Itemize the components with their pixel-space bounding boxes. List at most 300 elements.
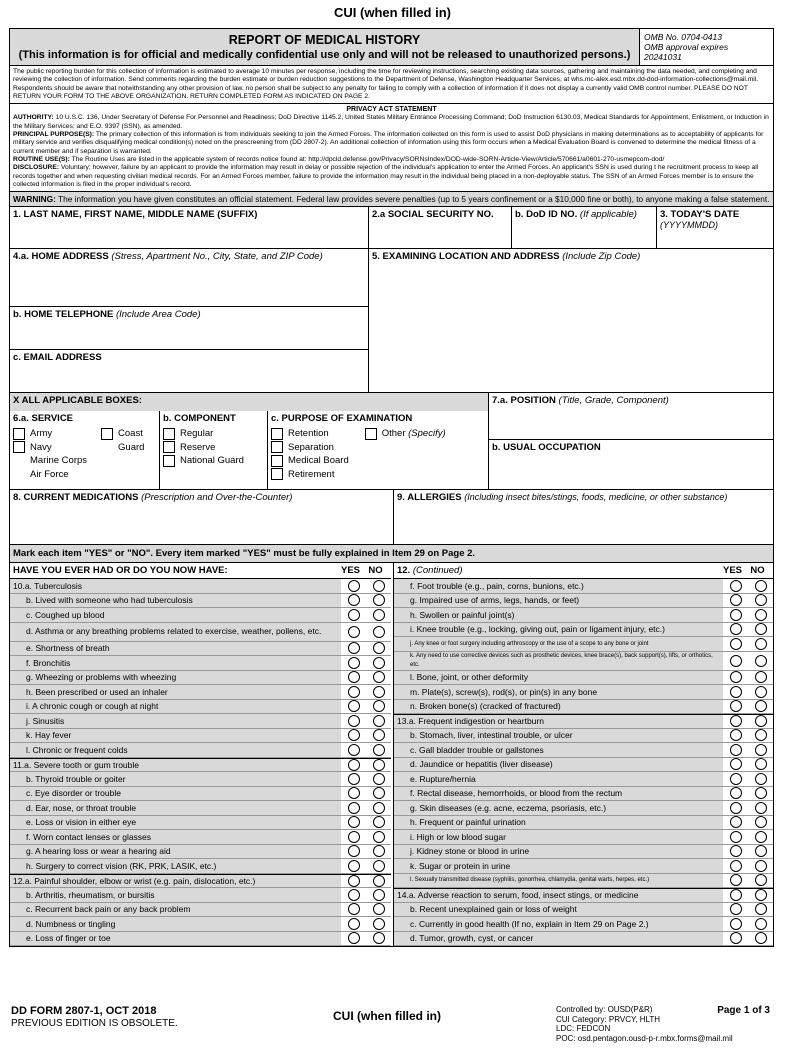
radio-circle-icon[interactable]	[348, 715, 360, 727]
answer-no-radio[interactable]	[366, 714, 391, 728]
checkbox-icon[interactable]	[271, 468, 283, 480]
usual-occupation-field[interactable]: b. USUAL OCCUPATION	[492, 442, 601, 454]
radio-circle-icon[interactable]	[348, 903, 360, 915]
answer-no-radio[interactable]	[748, 594, 773, 608]
radio-circle-icon[interactable]	[730, 874, 742, 886]
radio-circle-icon[interactable]	[373, 657, 385, 669]
question-text: h. Surgery to correct vision (RK, PRK, LASIK, etc.)	[10, 859, 341, 873]
answer-yes-radio[interactable]	[723, 715, 748, 728]
answer-no-radio[interactable]	[366, 759, 391, 772]
radio-circle-icon[interactable]	[348, 642, 360, 654]
answer-yes-radio[interactable]	[341, 700, 366, 714]
answer-yes-radio[interactable]	[723, 743, 748, 757]
answer-yes-radio[interactable]	[341, 801, 366, 815]
checkbox-icon[interactable]	[101, 428, 113, 440]
question-text: h. Frequent or painful urination	[394, 816, 723, 830]
purpose-separation-option[interactable]: Separation	[271, 441, 349, 455]
answer-no-radio[interactable]	[366, 623, 391, 641]
answer-yes-radio[interactable]	[723, 845, 748, 859]
control-block	[556, 1005, 733, 1043]
radio-circle-icon[interactable]	[348, 744, 360, 756]
answer-no-radio[interactable]	[366, 830, 391, 844]
privacy-purpose: PRINCIPAL PURPOSE(S): The primary collection of this information is from individuals seeking to join the Armed Forces. The information collected on this form is used to assist DoD physicians in making determinations as to acceptability of applicants for military service and verifies disqualifying medical condition(s) noted on the prescreening from (DD 2807-2). An additional collection of information using this form occurs when a Medical Evaluation Board is convened to determine the medical fitness of a current member and if separation is warranted.	[13, 131, 764, 155]
answer-no-radio[interactable]	[366, 845, 391, 859]
radio-circle-icon[interactable]	[348, 580, 360, 592]
radio-circle-icon[interactable]	[373, 889, 385, 901]
answer-yes-radio[interactable]	[723, 801, 748, 815]
radio-circle-icon[interactable]	[730, 932, 742, 944]
radio-circle-icon[interactable]	[373, 845, 385, 857]
radio-circle-icon[interactable]	[373, 860, 385, 872]
answer-no-radio[interactable]	[366, 685, 391, 699]
question-row	[10, 903, 391, 918]
answer-yes-radio[interactable]	[341, 671, 366, 685]
answer-no-radio[interactable]	[748, 700, 773, 714]
question-row	[10, 579, 391, 594]
checkbox-icon[interactable]	[163, 441, 175, 453]
answer-no-radio[interactable]	[748, 816, 773, 830]
answer-no-radio[interactable]	[366, 729, 391, 743]
answer-yes-radio[interactable]	[723, 816, 748, 830]
omb-number: OMB No. 0704-0413	[644, 32, 722, 42]
component-regular-option[interactable]: Regular	[163, 427, 264, 441]
answer-no-radio[interactable]	[748, 608, 773, 622]
answer-yes-radio[interactable]	[723, 637, 748, 651]
radio-circle-icon[interactable]	[730, 594, 742, 606]
radio-circle-icon[interactable]	[348, 889, 360, 901]
answer-no-radio[interactable]	[366, 917, 391, 931]
radio-circle-icon[interactable]	[348, 594, 360, 606]
service-army-option[interactable]: Army	[13, 427, 87, 441]
question-row	[10, 874, 391, 889]
answer-no-radio[interactable]	[748, 685, 773, 699]
form-header	[10, 29, 773, 66]
radio-circle-icon[interactable]	[373, 580, 385, 592]
answer-no-radio[interactable]	[748, 874, 773, 888]
radio-circle-icon[interactable]	[348, 860, 360, 872]
answer-no-radio[interactable]	[366, 608, 391, 622]
answer-no-radio[interactable]	[748, 671, 773, 685]
answer-no-radio[interactable]	[366, 816, 391, 830]
radio-circle-icon[interactable]	[348, 932, 360, 944]
radio-circle-icon[interactable]	[755, 671, 767, 683]
service-group	[10, 411, 160, 489]
radio-circle-icon[interactable]	[730, 903, 742, 915]
checkbox-icon[interactable]	[271, 428, 283, 440]
answer-yes-radio[interactable]	[341, 594, 366, 608]
answer-yes-radio[interactable]	[723, 729, 748, 743]
question-row	[394, 714, 773, 729]
checkbox-icon[interactable]	[13, 428, 25, 440]
purpose-label: c. PURPOSE OF EXAMINATION	[271, 413, 413, 425]
question-text: d. Asthma or any breathing problems related to exercise, weather, pollens, etc.	[10, 623, 341, 641]
answer-yes-radio[interactable]	[341, 579, 366, 593]
radio-circle-icon[interactable]	[755, 686, 767, 698]
radio-circle-icon[interactable]	[348, 787, 360, 799]
radio-circle-icon[interactable]	[373, 744, 385, 756]
answer-no-radio[interactable]	[748, 917, 773, 931]
radio-circle-icon[interactable]	[755, 787, 767, 799]
checkbox-icon[interactable]	[271, 455, 283, 467]
radio-circle-icon[interactable]	[730, 623, 742, 635]
purpose-retirement-option[interactable]: Retirement	[271, 468, 349, 482]
radio-circle-icon[interactable]	[730, 918, 742, 930]
question-text: b. Recent unexplained gain or loss of weight	[394, 903, 723, 917]
radio-circle-icon[interactable]	[755, 874, 767, 886]
radio-circle-icon[interactable]	[373, 773, 385, 785]
answer-yes-radio[interactable]	[723, 579, 748, 593]
radio-circle-icon[interactable]	[755, 623, 767, 635]
question-row	[394, 623, 773, 638]
radio-circle-icon[interactable]	[373, 729, 385, 741]
answer-yes-radio[interactable]	[341, 845, 366, 859]
radio-circle-icon[interactable]	[755, 860, 767, 872]
poc: POC: osd.pentagon.ousd-p-r.mbx.forms@mail.mil	[556, 1033, 733, 1043]
answer-no-radio[interactable]	[748, 889, 773, 902]
question-row	[10, 656, 391, 671]
radio-circle-icon[interactable]	[730, 860, 742, 872]
answer-no-radio[interactable]	[748, 932, 773, 946]
answer-yes-radio[interactable]	[723, 932, 748, 946]
current-medications-field[interactable]: 8. CURRENT MEDICATIONS (Prescription and Over-the-Counter)	[10, 490, 394, 544]
checkbox-icon[interactable]	[13, 441, 25, 453]
radio-circle-icon[interactable]	[730, 638, 742, 650]
radio-circle-icon[interactable]	[730, 831, 742, 843]
radio-circle-icon[interactable]	[755, 889, 767, 901]
radio-circle-icon[interactable]	[755, 744, 767, 756]
answer-yes-radio[interactable]	[723, 787, 748, 801]
answer-no-radio[interactable]	[366, 671, 391, 685]
question-row	[10, 623, 391, 642]
radio-circle-icon[interactable]	[373, 594, 385, 606]
answer-no-radio[interactable]	[748, 652, 773, 670]
question-text: l. Sexually transmitted disease (syphilis, gonorrhea, chlamydia, genital warts, herpes, etc.)	[394, 874, 723, 888]
radio-circle-icon[interactable]	[373, 642, 385, 654]
question-row	[10, 830, 391, 845]
answer-no-radio[interactable]	[366, 875, 391, 888]
radio-circle-icon[interactable]	[730, 686, 742, 698]
purpose-group	[268, 411, 488, 489]
answer-yes-radio[interactable]	[341, 608, 366, 622]
answer-no-radio[interactable]	[748, 715, 773, 728]
question-text: c. Recurrent back pain or any back problem	[10, 903, 341, 917]
radio-circle-icon[interactable]	[373, 903, 385, 915]
answer-no-radio[interactable]	[748, 637, 773, 651]
answer-no-radio[interactable]	[366, 772, 391, 786]
questions-left-column	[10, 563, 391, 946]
radio-circle-icon[interactable]	[373, 715, 385, 727]
answer-no-radio[interactable]	[748, 903, 773, 917]
answer-yes-radio[interactable]	[341, 917, 366, 931]
answer-no-radio[interactable]	[366, 859, 391, 873]
radio-circle-icon[interactable]	[730, 715, 742, 727]
burden-statement: The public reporting burden for this collection of information is estimated to average 10 minutes per response, including the time for reviewing instructions, searching existing data sources, gathering and maintaining the data needed, and completing and reviewing the collection of information. Send comments regarding the burden estimate or burden reduction suggestions to the Department of Defense, Washington Headquarter Services, at whs.mc-alex.esd.mbx.dd-dod-information-collections@mail.mil. Respondents should be aware that notwithstanding any other provision of law, no person shall be subject to any penalty for failing to comply with a collection of information if it does not display a currently valid OMB control number. PLEASE DO NOT RETURN YOUR FORM TO THE ABOVE ORGANIZATION. RETURN COMPLETED FORM AS INDICATED ON PAGE 2.	[10, 66, 773, 104]
radio-circle-icon[interactable]	[755, 903, 767, 915]
answer-yes-radio[interactable]	[341, 787, 366, 801]
answer-no-radio[interactable]	[748, 623, 773, 637]
radio-circle-icon[interactable]	[755, 729, 767, 741]
answer-yes-radio[interactable]	[723, 889, 748, 902]
radio-circle-icon[interactable]	[348, 671, 360, 683]
component-reserve-option[interactable]: Reserve	[163, 441, 264, 455]
answer-no-radio[interactable]	[366, 642, 391, 656]
radio-circle-icon[interactable]	[755, 655, 767, 667]
answer-no-radio[interactable]	[748, 830, 773, 844]
radio-circle-icon[interactable]	[373, 609, 385, 621]
purpose-other-option[interactable]: Other (Specify)	[365, 427, 446, 441]
question-row	[10, 932, 391, 947]
question-text: e. Shortness of breath	[10, 642, 341, 656]
question-text: c. Eye disorder or trouble	[10, 787, 341, 801]
radio-circle-icon[interactable]	[348, 773, 360, 785]
radio-circle-icon[interactable]	[755, 845, 767, 857]
radio-circle-icon[interactable]	[730, 845, 742, 857]
answer-no-radio[interactable]	[748, 772, 773, 786]
radio-circle-icon[interactable]	[373, 816, 385, 828]
radio-circle-icon[interactable]	[348, 657, 360, 669]
radio-circle-icon[interactable]	[373, 932, 385, 944]
answer-yes-radio[interactable]	[723, 903, 748, 917]
radio-circle-icon[interactable]	[730, 671, 742, 683]
service-marines-option[interactable]: Marine Corps	[30, 455, 88, 467]
question-text: g. Skin diseases (e.g. acne, eczema, psoriasis, etc.)	[394, 801, 723, 815]
answer-yes-radio[interactable]	[723, 700, 748, 714]
questions-right-column	[393, 563, 773, 946]
radio-circle-icon[interactable]	[730, 787, 742, 799]
ldc: LDC: FEDCON	[556, 1024, 611, 1033]
form-number: DD FORM 2807-1, OCT 2018	[11, 1005, 157, 1017]
answer-no-radio[interactable]	[748, 729, 773, 743]
answer-yes-radio[interactable]	[723, 917, 748, 931]
checkbox-icon[interactable]	[365, 428, 377, 440]
radio-circle-icon[interactable]	[730, 802, 742, 814]
question-text: h. Swollen or painful joint(s)	[394, 608, 723, 622]
radio-circle-icon[interactable]	[730, 580, 742, 592]
radio-circle-icon[interactable]	[755, 932, 767, 944]
home-telephone-field[interactable]: b. HOME TELEPHONE (Include Area Code)	[10, 307, 368, 350]
radio-circle-icon[interactable]	[730, 744, 742, 756]
answer-no-radio[interactable]	[748, 579, 773, 593]
question-row	[10, 743, 391, 758]
answer-yes-radio[interactable]	[723, 874, 748, 888]
question-text: f. Foot trouble (e.g., pain, corns, bunions, etc.)	[394, 579, 723, 593]
checkbox-groups	[10, 411, 488, 489]
answer-yes-radio[interactable]	[341, 623, 366, 641]
home-address-field[interactable]: 4.a. HOME ADDRESS (Stress, Apartment No., City, State, and ZIP Code)	[10, 249, 368, 307]
radio-circle-icon[interactable]	[755, 802, 767, 814]
radio-circle-icon[interactable]	[348, 816, 360, 828]
answer-yes-radio[interactable]	[723, 859, 748, 873]
radio-circle-icon[interactable]	[348, 700, 360, 712]
radio-circle-icon[interactable]	[348, 845, 360, 857]
answer-yes-radio[interactable]	[341, 642, 366, 656]
radio-circle-icon[interactable]	[755, 609, 767, 621]
radio-circle-icon[interactable]	[373, 802, 385, 814]
radio-circle-icon[interactable]	[348, 609, 360, 621]
answer-yes-radio[interactable]	[341, 888, 366, 902]
radio-circle-icon[interactable]	[373, 875, 385, 887]
radio-circle-icon[interactable]	[730, 773, 742, 785]
question-row	[10, 801, 391, 816]
component-guard-option[interactable]: National Guard	[163, 454, 264, 468]
answer-no-radio[interactable]	[748, 787, 773, 801]
radio-circle-icon[interactable]	[348, 729, 360, 741]
answer-yes-radio[interactable]	[723, 652, 748, 670]
radio-circle-icon[interactable]	[755, 773, 767, 785]
answer-no-radio[interactable]	[366, 888, 391, 902]
radio-circle-icon[interactable]	[348, 686, 360, 698]
radio-circle-icon[interactable]	[348, 831, 360, 843]
answer-no-radio[interactable]	[748, 845, 773, 859]
question-row	[10, 714, 391, 729]
answer-yes-radio[interactable]	[341, 859, 366, 873]
answer-no-radio[interactable]	[366, 903, 391, 917]
radio-circle-icon[interactable]	[348, 626, 360, 638]
radio-circle-icon[interactable]	[730, 655, 742, 667]
service-airforce-option[interactable]: Air Force	[30, 468, 69, 480]
answer-yes-radio[interactable]	[341, 816, 366, 830]
answer-no-radio[interactable]	[366, 801, 391, 815]
answer-yes-radio[interactable]	[723, 594, 748, 608]
radio-circle-icon[interactable]	[373, 759, 385, 771]
radio-circle-icon[interactable]	[730, 816, 742, 828]
answer-yes-radio[interactable]	[723, 608, 748, 622]
radio-circle-icon[interactable]	[348, 759, 360, 771]
answer-yes-radio[interactable]	[341, 656, 366, 670]
question-row	[10, 917, 391, 932]
answer-yes-radio[interactable]	[341, 830, 366, 844]
answer-yes-radio[interactable]	[341, 932, 366, 946]
answer-yes-radio[interactable]	[723, 830, 748, 844]
radio-circle-icon[interactable]	[755, 594, 767, 606]
privacy-heading: PRIVACY ACT STATEMENT	[346, 106, 437, 114]
service-navy-option[interactable]: Navy	[13, 441, 87, 455]
radio-circle-icon[interactable]	[373, 918, 385, 930]
radio-circle-icon[interactable]	[755, 758, 767, 770]
radio-circle-icon[interactable]	[755, 715, 767, 727]
omb-expiry-label: OMB approval expires	[644, 42, 729, 52]
answer-no-radio[interactable]	[748, 743, 773, 757]
question-text: k. Any need to use corrective devices such as prosthetic devices, knee brace(s), back support(s), lifts, or orthotics, etc.	[394, 652, 723, 670]
radio-circle-icon[interactable]	[348, 875, 360, 887]
radio-circle-icon[interactable]	[373, 626, 385, 638]
answer-no-radio[interactable]	[366, 932, 391, 946]
service-coastguard-option[interactable]: Coast Guard	[101, 427, 144, 481]
privacy-disclosure: DISCLOSURE: Voluntary; however, failure by an applicant to provide the information may result in delay or possible rejection of the individual's application to enter the Armed Forces. An applicant's SSN is used during t he recruitment process to keep all records together and when requesting civilian medical records. For an Armed Forces member, failure to provide the information may result in the individual being placed in a non-deployable status. The SSN of an Armed Forces member is to ensure the collected information is filed in the proper individual's record.	[13, 164, 759, 188]
radio-circle-icon[interactable]	[348, 918, 360, 930]
question-text: j. Kidney stone or blood in urine	[394, 845, 723, 859]
answer-yes-radio[interactable]	[723, 758, 748, 772]
checkbox-icon[interactable]	[163, 428, 175, 440]
dod-id-field[interactable]: b. DoD ID NO. (If applicable)	[512, 207, 657, 248]
question-row	[394, 888, 773, 903]
answer-no-radio[interactable]	[366, 787, 391, 801]
radio-circle-icon[interactable]	[755, 580, 767, 592]
answer-no-radio[interactable]	[748, 859, 773, 873]
question-row	[10, 758, 391, 773]
question-text: e. Rupture/hernia	[394, 772, 723, 786]
checkbox-icon[interactable]	[271, 441, 283, 453]
page-number: Page 1 of 3	[717, 1005, 770, 1016]
question-text: i. Knee trouble (e.g., locking, giving out, pain or ligament injury, etc.)	[394, 623, 723, 637]
radio-circle-icon[interactable]	[755, 700, 767, 712]
radio-circle-icon[interactable]	[348, 802, 360, 814]
answer-yes-radio[interactable]	[723, 671, 748, 685]
cui-marking-top: CUI (when filled in)	[334, 5, 451, 20]
answer-yes-radio[interactable]	[723, 623, 748, 637]
radio-circle-icon[interactable]	[373, 686, 385, 698]
answer-no-radio[interactable]	[366, 743, 391, 757]
omb-expiry-date: 20241031	[644, 52, 682, 62]
answer-yes-radio[interactable]	[341, 759, 366, 772]
answer-yes-radio[interactable]	[341, 903, 366, 917]
examining-location-field[interactable]: 5. EXAMINING LOCATION AND ADDRESS (Include Zip Code)	[372, 251, 641, 263]
question-row	[394, 816, 773, 831]
radio-circle-icon[interactable]	[755, 638, 767, 650]
question-row	[394, 743, 773, 758]
question-text: k. Sugar or protein in urine	[394, 859, 723, 873]
answer-no-radio[interactable]	[366, 700, 391, 714]
purpose-retention-option[interactable]: Retention	[271, 427, 349, 441]
radio-circle-icon[interactable]	[373, 787, 385, 799]
question-text: c. Coughed up blood	[10, 608, 341, 622]
answer-no-radio[interactable]	[366, 594, 391, 608]
answer-no-radio[interactable]	[748, 801, 773, 815]
answer-yes-radio[interactable]	[341, 685, 366, 699]
radio-circle-icon[interactable]	[730, 609, 742, 621]
checkbox-icon[interactable]	[163, 455, 175, 467]
radio-circle-icon[interactable]	[730, 700, 742, 712]
question-row	[394, 608, 773, 623]
radio-circle-icon[interactable]	[373, 831, 385, 843]
radio-circle-icon[interactable]	[730, 729, 742, 741]
question-row	[394, 700, 773, 715]
ssn-field[interactable]: 2.a SOCIAL SECURITY NO.	[369, 207, 512, 248]
question-text: 12.a. Painful shoulder, elbow or wrist (e.g. pain, dislocation, etc.)	[10, 875, 341, 888]
todays-date-field[interactable]: 3. TODAY'S DATE (YYYYMMDD)	[660, 209, 740, 231]
answer-yes-radio[interactable]	[723, 685, 748, 699]
radio-circle-icon[interactable]	[755, 816, 767, 828]
radio-circle-icon[interactable]	[373, 671, 385, 683]
answer-yes-radio[interactable]	[341, 729, 366, 743]
radio-circle-icon[interactable]	[755, 918, 767, 930]
answer-yes-radio[interactable]	[723, 772, 748, 786]
question-text: 13.a. Frequent indigestion or heartburn	[394, 715, 723, 728]
name-field[interactable]: 1. LAST NAME, FIRST NAME, MIDDLE NAME (SUFFIX)	[10, 207, 369, 248]
address-row	[10, 249, 773, 393]
answer-yes-radio[interactable]	[341, 743, 366, 757]
answer-yes-radio[interactable]	[341, 772, 366, 786]
form-title: REPORT OF MEDICAL HISTORY	[228, 33, 421, 47]
position-field[interactable]: 7.a. POSITION (Title, Grade, Component)	[489, 393, 773, 440]
answer-no-radio[interactable]	[366, 656, 391, 670]
purpose-medical-board-option[interactable]: Medical Board	[271, 454, 349, 468]
radio-circle-icon[interactable]	[730, 758, 742, 770]
answer-yes-radio[interactable]	[341, 875, 366, 888]
answer-no-radio[interactable]	[748, 758, 773, 772]
question-text: l. Bone, joint, or other deformity	[394, 671, 723, 685]
radio-circle-icon[interactable]	[373, 700, 385, 712]
email-field[interactable]: c. EMAIL ADDRESS	[13, 352, 102, 364]
question-text: e. Loss of finger or toe	[10, 932, 341, 946]
question-text: f. Bronchitis	[10, 656, 341, 670]
question-row	[394, 671, 773, 686]
answer-yes-radio[interactable]	[341, 714, 366, 728]
radio-circle-icon[interactable]	[755, 831, 767, 843]
radio-circle-icon[interactable]	[730, 889, 742, 901]
answer-no-radio[interactable]	[366, 579, 391, 593]
allergies-field[interactable]: 9. ALLERGIES (Including insect bites/stings, foods, medicine, or other substance)	[397, 492, 728, 504]
